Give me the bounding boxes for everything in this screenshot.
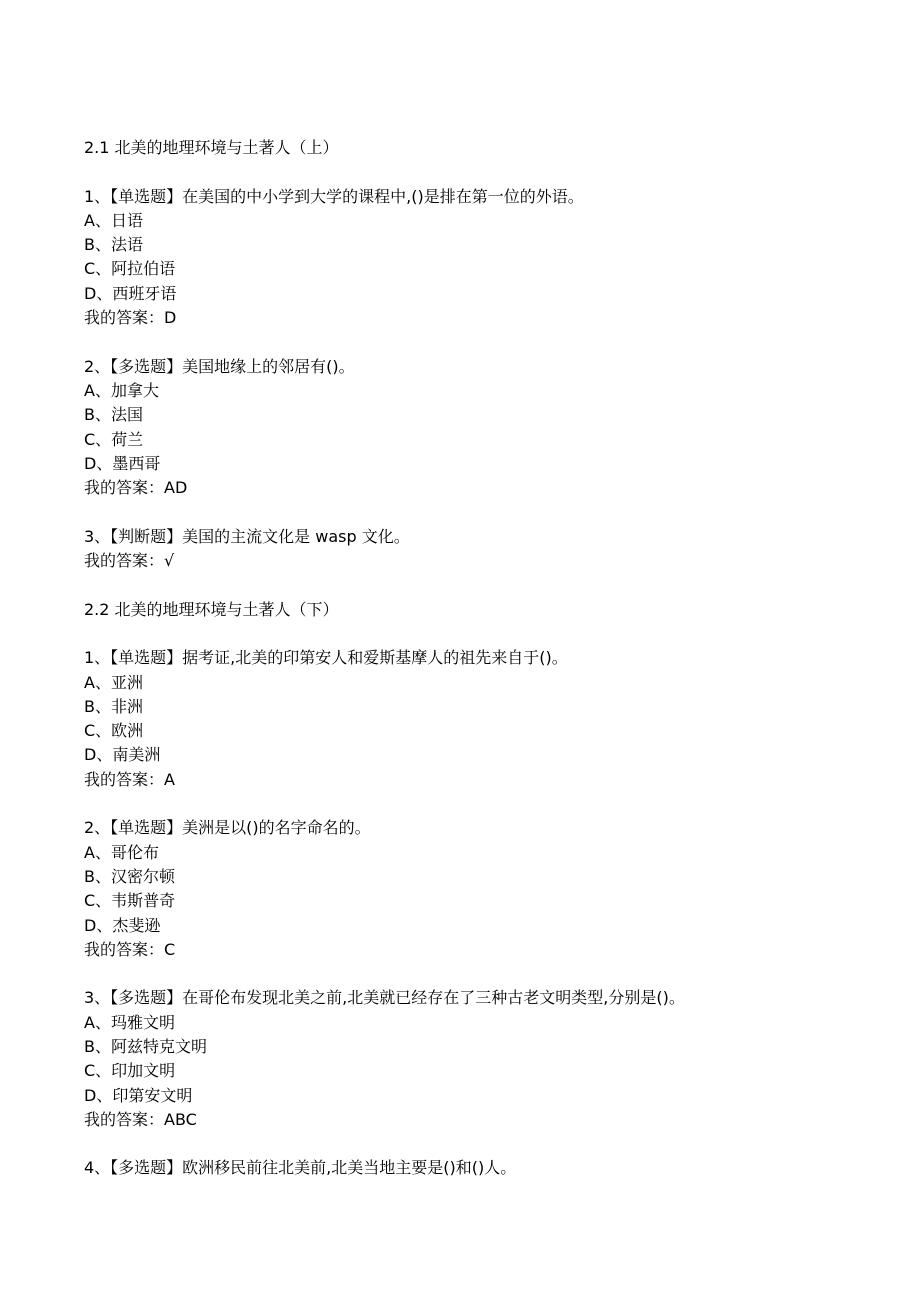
option-d: D、墨西哥: [84, 453, 161, 473]
question-stem: 3、【多选题】在哥伦布发现北美之前,北美就已经存在了三种古老文明类型,分别是()。: [84, 988, 685, 1008]
option-b: B、汉密尔顿: [84, 866, 175, 886]
option-d: D、印第安文明: [84, 1085, 193, 1105]
spacer: [84, 1132, 884, 1156]
option-a: A、亚洲: [84, 672, 143, 692]
option-a: A、加拿大: [84, 380, 159, 400]
question-stem: 2、【多选题】美国地缘上的邻居有()。: [84, 356, 355, 376]
option-a: A、日语: [84, 210, 143, 230]
option-b: B、阿兹特克文明: [84, 1036, 207, 1056]
spacer: [84, 792, 884, 816]
spacer: [84, 622, 884, 646]
question-stem: 2、【单选题】美洲是以()的名字命名的。: [84, 818, 371, 838]
option-c: C、韦斯普奇: [84, 891, 176, 911]
question-block: [84, 525, 884, 574]
option-a: A、玛雅文明: [84, 1012, 175, 1032]
question-block: [84, 355, 884, 501]
spacer: [84, 962, 884, 986]
question-block: [84, 986, 884, 1132]
option-d: D、南美洲: [84, 745, 161, 765]
my-answer: 我的答案：A: [84, 769, 175, 789]
my-answer: 我的答案：√: [84, 551, 175, 571]
question-block: [84, 816, 884, 962]
option-b: B、法国: [84, 405, 143, 425]
my-answer: 我的答案：AD: [84, 478, 188, 498]
spacer: [84, 573, 884, 597]
question-stem: 4、【多选题】欧洲移民前往北美前,北美当地主要是()和()人。: [84, 1158, 517, 1178]
section-heading: 2.1 北美的地理环境与土著人（上）: [84, 138, 339, 157]
option-d: D、西班牙语: [84, 283, 177, 303]
question-block: [84, 646, 884, 792]
spacer: [84, 160, 884, 184]
option-c: C、欧洲: [84, 721, 144, 741]
my-answer: 我的答案：D: [84, 308, 177, 328]
my-answer: 我的答案：C: [84, 939, 176, 959]
section-heading: 2.2 北美的地理环境与土著人（下）: [84, 599, 339, 619]
option-b: B、法语: [84, 235, 143, 255]
my-answer: 我的答案：ABC: [84, 1109, 197, 1129]
option-b: B、非洲: [84, 696, 143, 716]
spacer: [84, 330, 884, 354]
question-block: [84, 1156, 884, 1180]
spacer: [84, 500, 884, 524]
option-c: C、阿拉伯语: [84, 259, 176, 279]
option-d: D、杰斐逊: [84, 915, 161, 935]
option-c: C、荷兰: [84, 429, 144, 449]
question-stem: 3、【判断题】美国的主流文化是 wasp 文化。: [84, 526, 410, 546]
question-block: [84, 185, 884, 331]
option-a: A、哥伦布: [84, 842, 159, 862]
question-stem: 1、【单选题】在美国的中小学到大学的课程中,()是排在第一位的外语。: [84, 186, 584, 206]
option-c: C、印加文明: [84, 1061, 176, 1081]
question-stem: 1、【单选题】据考证,北美的印第安人和爱斯基摩人的祖先来自于()。: [84, 648, 568, 668]
quiz-document: [84, 136, 884, 1181]
